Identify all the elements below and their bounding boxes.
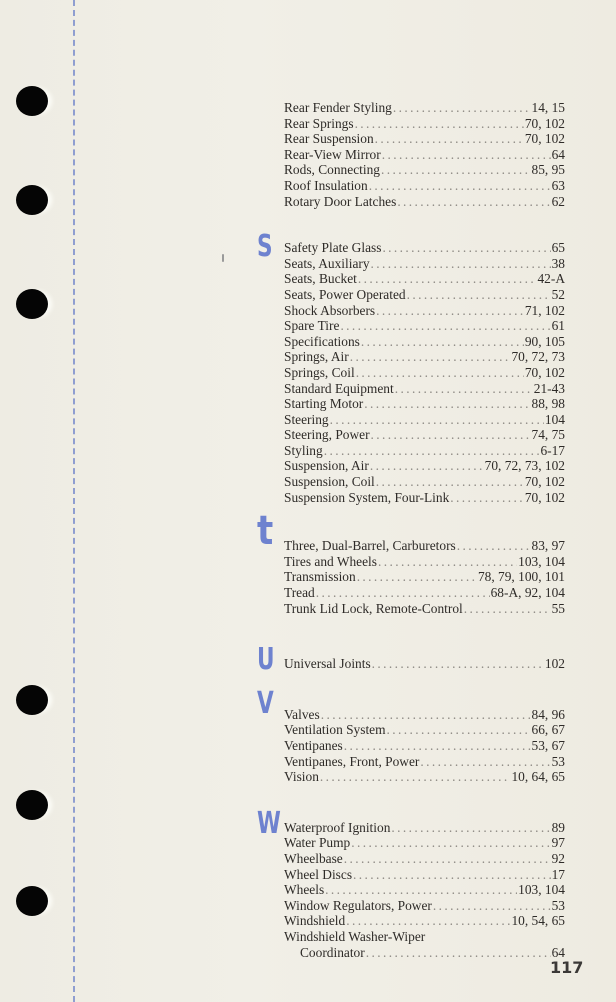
leader-dots [350,349,511,365]
index-entry [284,443,565,459]
entry-pages: 68-A, 92, 104 [490,585,565,601]
leader-dots [450,490,524,506]
entry-pages: 21-43 [533,380,565,396]
entry-term: Suspension, Coil [284,474,375,490]
leader-dots [344,851,551,867]
index-entry [284,820,565,836]
entry-term: Roof Insulation [284,177,368,193]
entry-term: Rods, Connecting [284,162,380,178]
entry-pages: 70, 102 [524,115,565,131]
entry-term: Seats, Power Operated [284,286,406,302]
index-entry [284,303,565,319]
entry-term: Seats, Bucket [284,271,357,287]
binder-hole-icon [16,886,48,916]
leader-dots [366,945,551,961]
binder-hole-icon [16,289,48,319]
entry-term: Universal Joints [284,656,371,672]
index-entry [284,569,565,585]
leader-dots [321,707,531,723]
entry-pages: 62 [551,193,565,209]
leader-dots [433,898,551,914]
index-entry [284,412,565,428]
entry-pages: 71, 102 [524,302,565,318]
index-entry [284,929,565,945]
entry-pages: 70, 102 [524,364,565,380]
entry-pages: 53 [551,753,565,769]
entry-pages: 42-A [537,271,565,287]
entry-term: Three, Dual-Barrel, Carburetors [284,538,456,554]
index-entry [284,722,565,738]
entry-pages: 10, 64, 65 [511,769,565,785]
entry-term: Vision [284,769,319,785]
entry-term: Suspension System, Four-Link [284,489,450,505]
index-group-w [257,805,565,960]
entry-pages: 17 [551,866,565,882]
index-entry [284,116,565,132]
index-group-u [257,642,565,678]
index-entry [284,458,565,474]
leader-dots [372,656,544,672]
entry-term: Ventipanes, Front, Power [284,753,420,769]
entry-pages: 88, 98 [531,396,565,412]
entry-pages: 70, 102 [524,489,565,505]
entry-pages: 70, 72, 73 [511,349,565,365]
leader-dots [375,131,524,147]
index-entry [284,538,565,554]
index-group-r [284,100,565,209]
binder-hole-icon [16,86,48,116]
leader-dots [353,867,551,883]
entry-pages: 90, 105 [524,333,565,349]
page-number: 117 [550,958,584,977]
section-letter-u: U [257,642,275,678]
entry-pages: 97 [551,835,565,851]
index-entry [284,474,565,490]
binder-hole-icon [16,790,48,820]
index-entry [284,738,565,754]
entry-term: Wheelbase [284,850,343,866]
entry-term: Water Pump [284,835,351,851]
entry-term: Coordinator [300,944,365,960]
leader-dots [340,318,550,334]
index-entry [284,162,565,178]
entry-term: Seats, Auxiliary [284,255,370,271]
leader-dots [382,147,551,163]
section-letter-w: W [257,805,281,841]
entry-pages: 6-17 [540,442,565,458]
leader-dots [382,240,550,256]
index-entry [284,707,565,723]
entry-pages: 102 [544,656,565,672]
entry-term: Tread [284,585,315,601]
index-entry [284,898,565,914]
leader-dots [370,458,484,474]
entry-pages: 66, 67 [531,722,565,738]
entry-term: Rear-View Mirror [284,146,381,162]
leader-dots [364,396,530,412]
index-entry [284,427,565,443]
index-entry-continued [284,945,565,961]
entry-pages: 89 [551,819,565,835]
entry-pages: 74, 75 [531,427,565,443]
leader-dots [376,303,524,319]
entry-term: Suspension, Air [284,458,369,474]
entry-term: Safety Plate Glass [284,240,382,256]
binder-hole-icon [16,685,48,715]
leader-dots [393,100,531,116]
leader-dots [381,162,531,178]
entry-term: Rear Fender Styling [284,100,392,115]
entry-pages: 64 [551,146,565,162]
leader-dots [324,443,540,459]
leader-dots [371,256,551,272]
leader-dots [325,882,517,898]
index-entry [284,349,565,365]
leader-dots [344,738,531,754]
index-entry [284,240,565,256]
index-entry [284,851,565,867]
entry-term: Styling [284,442,323,458]
index-entry [284,835,565,851]
entry-pages: 55 [551,600,565,616]
leader-dots [357,569,477,585]
entry-pages: 63 [551,177,565,193]
index-entry [284,381,565,397]
entry-pages: 103, 104 [518,882,565,898]
entry-term: Window Regulators, Power [284,897,432,913]
entry-pages: 103, 104 [518,553,565,569]
index-group-s [257,229,565,505]
entry-term: Tires and Wheels [284,553,377,569]
stray-mark [222,254,224,262]
entry-term: Trunk Lid Lock, Remote-Control [284,600,463,616]
leader-dots [351,835,550,851]
index-entry [284,100,565,116]
entry-pages: 38 [551,255,565,271]
entry-pages: 92 [551,850,565,866]
entry-term: Springs, Air [284,349,349,365]
entry-term: Steering [284,411,329,427]
entry-pages: 64 [551,944,565,960]
index-entry [284,754,565,770]
index-entry [284,131,565,147]
leader-dots [355,116,524,132]
leader-dots [457,538,531,554]
binder-hole-icon [16,185,48,215]
index-group-t [257,508,565,616]
leader-dots [316,585,490,601]
leader-dots [407,287,551,303]
entry-term: Springs, Coil [284,364,355,380]
entry-term: Ventilation System [284,722,386,738]
index-entry [284,554,565,570]
entry-term: Windshield [284,913,346,929]
leader-dots [397,194,550,210]
index-entry [284,194,565,210]
entry-term: Specifications [284,333,360,349]
index-entry [284,867,565,883]
entry-term: Shock Absorbers [284,302,376,318]
index-list [257,100,565,960]
entry-pages: 70, 72, 73, 102 [484,458,565,474]
entry-pages: 70, 102 [524,474,565,490]
leader-dots [361,334,524,350]
leader-dots [464,601,551,617]
index-entry [284,318,565,334]
index-entry [284,178,565,194]
index-entry [284,769,565,785]
entry-pages: 85, 95 [531,162,565,178]
index-entry [284,271,565,287]
index-group-v [257,685,565,785]
entry-term: Rear Suspension [284,131,374,147]
leader-dots [369,178,551,194]
leader-dots [420,754,550,770]
leader-dots [395,381,533,397]
entry-term: Starting Motor [284,396,364,412]
entry-term: Valves [284,706,320,722]
entry-pages: 14, 15 [531,100,565,115]
index-entry [284,365,565,381]
leader-dots [346,913,510,929]
entry-pages: 52 [551,286,565,302]
entry-pages: 61 [551,318,565,334]
leader-dots [376,474,524,490]
entry-term: Ventipanes [284,738,343,753]
leader-dots [358,271,537,287]
leader-dots [371,427,531,443]
index-entry [284,585,565,601]
entry-pages: 70, 102 [524,131,565,147]
index-entry [284,147,565,163]
entry-term: Rear Springs [284,115,354,131]
entry-term: Wheel Discs [284,866,353,882]
index-entry [284,882,565,898]
index-entry [284,256,565,272]
entry-pages: 83, 97 [531,538,565,554]
leader-dots [387,722,531,738]
section-letter-v: V [257,685,274,721]
entry-term: Spare Tire [284,318,340,334]
leader-dots [330,412,544,428]
leader-dots [378,554,517,570]
entry-term: Steering, Power [284,427,370,443]
entry-term: Windshield Washer-Wiper [284,928,426,944]
index-entry [284,601,565,617]
entry-pages: 53 [551,897,565,913]
index-entry [284,334,565,350]
entry-term: Rotary Door Latches [284,193,397,209]
entry-pages: 10, 54, 65 [511,913,565,929]
entry-pages: 84, 96 [531,706,565,722]
entry-term: Waterproof Ignition [284,819,391,835]
perforation-line [73,0,75,1002]
section-letter-s: S [257,229,273,265]
index-entry [284,490,565,506]
entry-term: Standard Equipment [284,380,394,396]
leader-dots [320,769,511,785]
entry-pages: 65 [551,240,565,256]
leader-dots [391,820,550,836]
index-entry [284,913,565,929]
section-letter-t: t [257,508,274,555]
leader-dots [356,365,524,381]
entry-pages: 104 [544,411,565,427]
index-entry [284,656,565,672]
index-entry [284,287,565,303]
entry-term: Wheels [284,882,325,898]
index-entry [284,396,565,412]
entry-term: Transmission [284,569,356,585]
entry-pages: 78, 79, 100, 101 [477,569,565,585]
entry-pages: 53, 67 [531,738,565,753]
